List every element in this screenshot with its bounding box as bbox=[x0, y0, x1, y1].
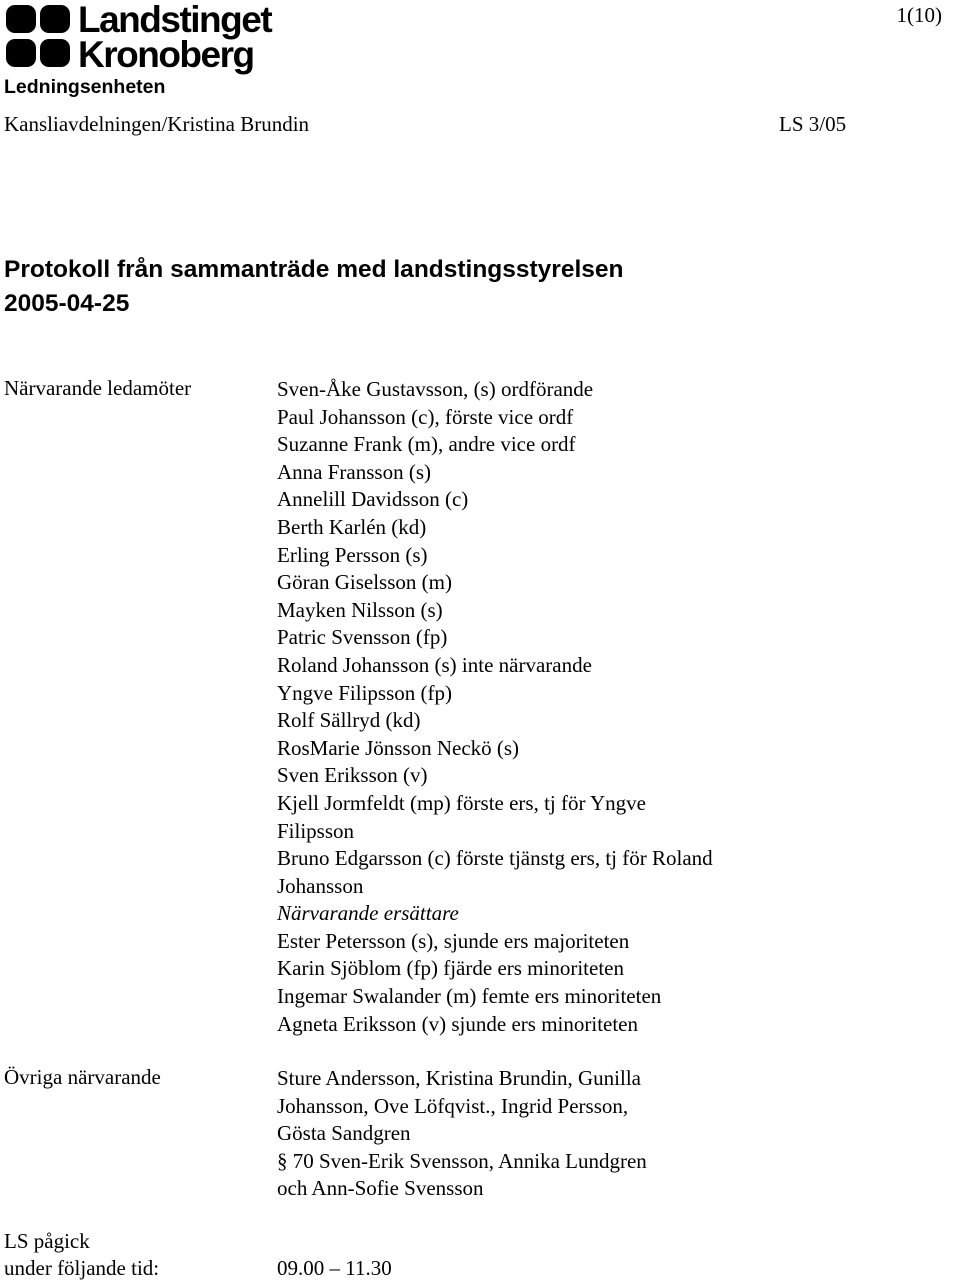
others-line: Johansson, Ove Löfqvist., Ingrid Persson, bbox=[277, 1093, 629, 1118]
member-line: Erling Persson (s) bbox=[277, 542, 428, 567]
member-line: RosMarie Jönsson Neckö (s) bbox=[277, 735, 520, 760]
member-line: Kjell Jormfeldt (mp) förste ers, tj för Yngve bbox=[277, 790, 646, 815]
member-line: Bruno Edgarsson (c) förste tjänstg ers, tj för Roland bbox=[277, 846, 713, 871]
member-line: Sven-Åke Gustavsson, (s) ordförande bbox=[277, 377, 594, 401]
landstinget-kronoberg-logo bbox=[2, 0, 277, 74]
logo-line-2: Kronoberg bbox=[78, 34, 254, 75]
others-list bbox=[277, 1065, 647, 1203]
members-label: Närvarande ledamöter bbox=[4, 376, 192, 400]
others-line: § 70 Sven-Erik Svensson, Annika Lundgren bbox=[277, 1148, 647, 1173]
logo-line-1: Landstinget bbox=[78, 0, 272, 40]
member-line: Paul Johansson (c), förste vice ordf bbox=[277, 404, 574, 429]
member-line: Anna Fransson (s) bbox=[277, 459, 431, 484]
member-line: Suzanne Frank (m), andre vice ordf bbox=[277, 432, 576, 457]
session-time-label: under följande tid: bbox=[4, 1256, 160, 1280]
document-date: 2005-04-25 bbox=[4, 290, 130, 317]
member-line: Yngve Filipsson (fp) bbox=[277, 680, 452, 705]
others-line: Sture Andersson, Kristina Brundin, Gunilla bbox=[277, 1066, 641, 1090]
member-line: Annelill Davidsson (c) bbox=[277, 487, 469, 512]
member-line: Roland Johansson (s) inte närvarande bbox=[277, 652, 592, 677]
substitute-line: Ingemar Swalander (m) femte ers minoriteten bbox=[277, 984, 662, 1009]
document-title: Protokoll från sammanträde med landstingsstyrelsen bbox=[4, 256, 624, 283]
department-author: Kansliavdelningen/Kristina Brundin bbox=[4, 112, 310, 136]
logo-mark-icon bbox=[2, 0, 74, 72]
others-line: Gösta Sandgren bbox=[277, 1121, 411, 1146]
member-line: Johansson bbox=[277, 873, 364, 898]
member-line: Filipsson bbox=[277, 818, 355, 843]
substitute-line: Karin Sjöblom (fp) fjärde ers minoriteten bbox=[277, 956, 624, 981]
substitute-line: Ester Petersson (s), sjunde ers majoriteten bbox=[277, 928, 630, 953]
member-line: Sven Eriksson (v) bbox=[277, 763, 428, 788]
member-line: Göran Giselsson (m) bbox=[277, 570, 452, 595]
case-reference: LS 3/05 bbox=[779, 112, 847, 136]
member-line: Mayken Nilsson (s) bbox=[277, 597, 443, 622]
substitutes-heading: Närvarande ersättare bbox=[277, 901, 459, 926]
members-list bbox=[277, 376, 713, 1038]
session-time: 09.00 – 11.30 bbox=[277, 1256, 392, 1280]
others-label: Övriga närvarande bbox=[4, 1065, 161, 1089]
member-line: Patric Svensson (fp) bbox=[277, 625, 448, 650]
member-line: Rolf Sällryd (kd) bbox=[277, 708, 421, 733]
others-line: och Ann-Sofie Svensson bbox=[277, 1176, 484, 1201]
session-label: LS pågick bbox=[4, 1229, 90, 1253]
substitute-line: Agneta Eriksson (v) sjunde ers minoriteten bbox=[277, 1011, 638, 1036]
member-line: Berth Karlén (kd) bbox=[277, 514, 427, 539]
unit-name: Ledningsenheten bbox=[4, 76, 166, 98]
page-number: 1(10) bbox=[896, 3, 942, 27]
